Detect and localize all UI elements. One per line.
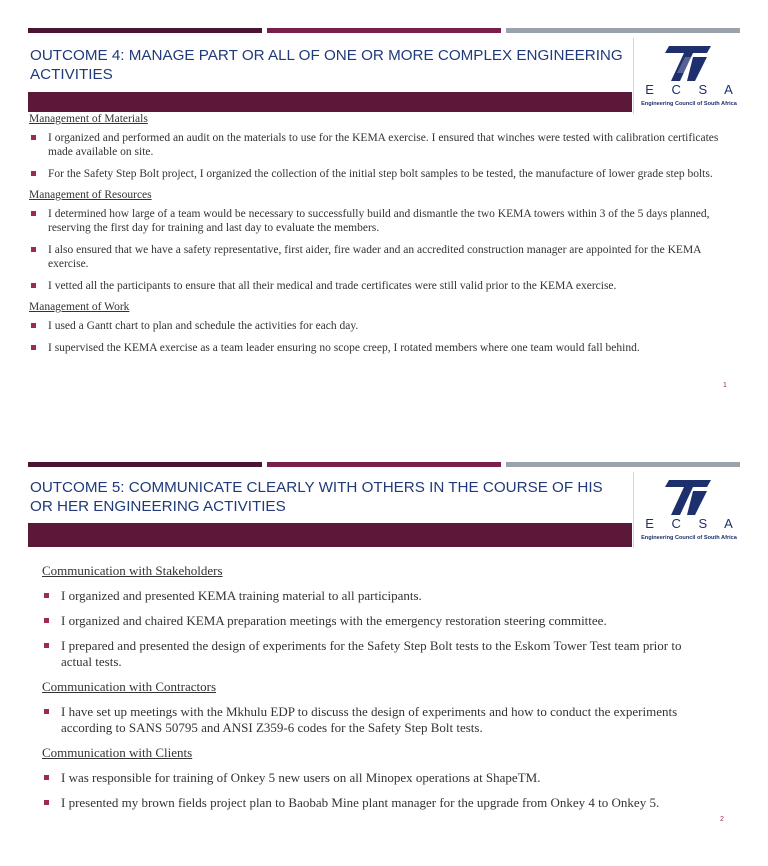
logo-wordmark: E C S A	[645, 82, 740, 97]
list-item: I was responsible for training of Onkey 5 new users on all Minopex operations at ShapeTM.	[42, 770, 702, 786]
list-item: I also ensured that we have a safety representative, first aider, fire wader and an accredited construction manager are appointed for the KEMA exercise.	[29, 243, 731, 271]
color-bar	[506, 28, 740, 33]
list-item: I determined how large of a team would be necessary to successfully build and dismantle the two KEMA towers within 3 of the 5 days planned, reserving the first day for training and last day to evaluate the members.	[29, 207, 731, 235]
list-item: I used a Gantt chart to plan and schedule the activities for each day.	[29, 319, 731, 333]
section-heading: Communication with Contractors	[42, 679, 217, 694]
logo-subtitle: Engineering Council of South Africa	[641, 535, 737, 541]
slide-body	[29, 113, 731, 363]
ecsa-logo-mark-icon	[663, 43, 715, 83]
bullet-list	[42, 770, 702, 811]
list-item: I have set up meetings with the Mkhulu EDP to discuss the design of experiments and how to conduct the experiments according to SANS 50795 and ANSI Z359-6 codes for the Safety Step Bolt tests.	[42, 704, 702, 736]
ecsa-logo-mark-icon	[663, 477, 715, 517]
list-item: I organized and chaired KEMA preparation meetings with the emergency restoration steering committee.	[42, 613, 702, 629]
list-item: I prepared and presented the design of experiments for the Safety Step Bolt tests to the Eskom Tower Test team prior to actual tests.	[42, 638, 702, 670]
slide-title: OUTCOME 4: MANAGE PART OR ALL OF ONE OR MORE COMPLEX ENGINEERING ACTIVITIES	[30, 47, 623, 83]
bullet-icon	[44, 775, 49, 780]
bullet-icon	[31, 323, 36, 328]
list-item: I supervised the KEMA exercise as a team leader ensuring no scope creep, I rotated members where one team would fall behind.	[29, 341, 731, 355]
slide-body	[42, 563, 702, 820]
bullet-icon	[31, 345, 36, 350]
title-band	[28, 92, 632, 112]
section-heading: Management of Resources	[29, 189, 152, 201]
page-number: 1	[723, 382, 727, 389]
bullet-icon	[44, 643, 49, 648]
bullet-icon	[31, 283, 36, 288]
bullet-icon	[44, 618, 49, 623]
bullet-list	[42, 588, 702, 670]
color-bar	[28, 28, 262, 33]
bullet-icon	[31, 171, 36, 176]
bullet-icon	[31, 247, 36, 252]
bullet-list	[29, 207, 731, 293]
top-color-bars	[28, 28, 740, 34]
top-color-bars	[28, 462, 740, 468]
color-bar	[506, 462, 740, 467]
list-item: I vetted all the participants to ensure that all their medical and trade certificates were still valid prior to the KEMA exercise.	[29, 279, 731, 293]
section-heading: Management of Work	[29, 301, 130, 313]
bullet-icon	[44, 800, 49, 805]
logo-subtitle: Engineering Council of South Africa	[641, 101, 737, 107]
bullet-icon	[44, 593, 49, 598]
slide-outcome-5	[0, 460, 768, 866]
color-bar	[28, 462, 262, 467]
slide-outcome-4	[0, 28, 768, 428]
ecsa-logo	[633, 472, 744, 548]
list-item: I organized and presented KEMA training material to all participants.	[42, 588, 702, 604]
color-bar	[267, 462, 501, 467]
bullet-list	[29, 131, 731, 181]
section-heading: Management of Materials	[29, 113, 148, 125]
list-item: For the Safety Step Bolt project, I organized the collection of the initial step bolt samples to be tested, the manufacture of lower grade step bolts.	[29, 167, 731, 181]
page-number: 2	[720, 816, 724, 823]
title-band	[28, 523, 632, 547]
bullet-list	[42, 704, 702, 736]
section-heading: Communication with Stakeholders	[42, 563, 223, 578]
bullet-icon	[31, 135, 36, 140]
ecsa-logo	[633, 38, 744, 114]
bullet-icon	[31, 211, 36, 216]
slide-title: OUTCOME 5: COMMUNICATE CLEARLY WITH OTHERS IN THE COURSE OF HIS OR HER ENGINEERING ACTIVITIES	[30, 479, 603, 515]
color-bar	[267, 28, 501, 33]
bullet-icon	[44, 709, 49, 714]
bullet-list	[29, 319, 731, 355]
list-item: I presented my brown fields project plan to Baobab Mine plant manager for the upgrade from Onkey 4 to Onkey 5.	[42, 795, 702, 811]
list-item: I organized and performed an audit on the materials to use for the KEMA exercise. I ensured that winches were tested with calibration certificates made available on site.	[29, 131, 731, 159]
logo-wordmark: E C S A	[645, 516, 740, 531]
section-heading: Communication with Clients	[42, 745, 193, 760]
